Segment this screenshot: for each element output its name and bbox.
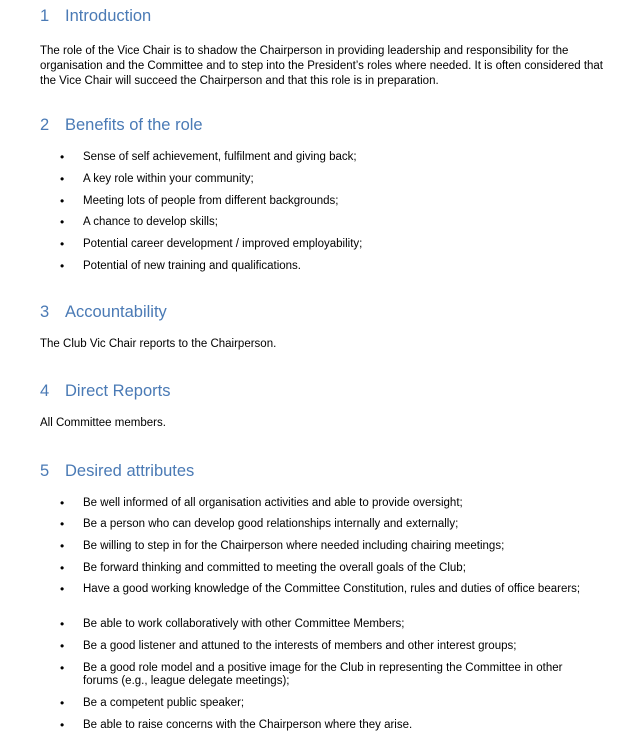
heading-introduction bbox=[40, 7, 151, 26]
list-item: • A key role within your community; bbox=[0, 173, 583, 186]
list-item: • Be forward thinking and committed to meeting the overall goals of the Club; bbox=[0, 562, 583, 575]
list-item: • Be willing to step in for the Chairperson where needed including chairing meetings; bbox=[0, 540, 583, 553]
list-item: • A chance to develop skills; bbox=[0, 216, 583, 229]
direct-reports-paragraph: All Committee members. bbox=[40, 417, 166, 429]
list-item: • Be a person who can develop good relationships internally and externally; bbox=[0, 518, 583, 531]
heading-title: Accountability bbox=[65, 303, 167, 321]
heading-number: 1 bbox=[40, 7, 50, 25]
list-item: • Be a good listener and attuned to the interests of members and other interest groups; bbox=[0, 640, 583, 653]
list-item: • Potential career development / improved employability; bbox=[0, 238, 583, 251]
heading-title: Desired attributes bbox=[65, 462, 195, 480]
heading-benefits bbox=[40, 116, 203, 135]
list-item: • Be able to raise concerns with the Chairperson where they arise. bbox=[0, 719, 583, 732]
heading-number: 4 bbox=[40, 382, 50, 400]
heading-number: 3 bbox=[40, 303, 50, 321]
list-item: • Sense of self achievement, fulfilment and giving back; bbox=[0, 151, 583, 164]
heading-desired-attributes bbox=[40, 462, 194, 481]
list-item: • Be a competent public speaker; bbox=[0, 697, 583, 710]
heading-title: Direct Reports bbox=[65, 382, 171, 400]
heading-accountability bbox=[40, 303, 167, 322]
list-item: • Potential of new training and qualifications. bbox=[0, 260, 583, 273]
heading-number: 2 bbox=[40, 116, 50, 134]
heading-number: 5 bbox=[40, 462, 50, 480]
heading-title: Introduction bbox=[65, 7, 152, 25]
list-item: • Have a good working knowledge of the Committee Constitution, rules and duties of office bearers; bbox=[0, 583, 583, 596]
heading-direct-reports bbox=[40, 382, 170, 401]
accountability-paragraph: The Club Vic Chair reports to the Chairperson. bbox=[40, 338, 277, 350]
introduction-paragraph: The role of the Vice Chair is to shadow the Chairperson in providing leadership and responsibility for the organisation and the Committee and to step into the President’s roles where needed. It is often considered that the Vice Chair will succeed the Chairperson and that this role is in preparation. bbox=[40, 45, 603, 87]
list-item: • Be able to work collaboratively with other Committee Members; bbox=[0, 618, 583, 631]
heading-title: Benefits of the role bbox=[65, 116, 203, 134]
list-item: • Be a good role model and a positive image for the Club in representing the Committee in other forums (e.g., league delegate meetings); bbox=[0, 662, 583, 688]
list-item: • Be well informed of all organisation activities and able to provide oversight; bbox=[0, 497, 583, 510]
list-item: • Meeting lots of people from different backgrounds; bbox=[0, 195, 583, 208]
